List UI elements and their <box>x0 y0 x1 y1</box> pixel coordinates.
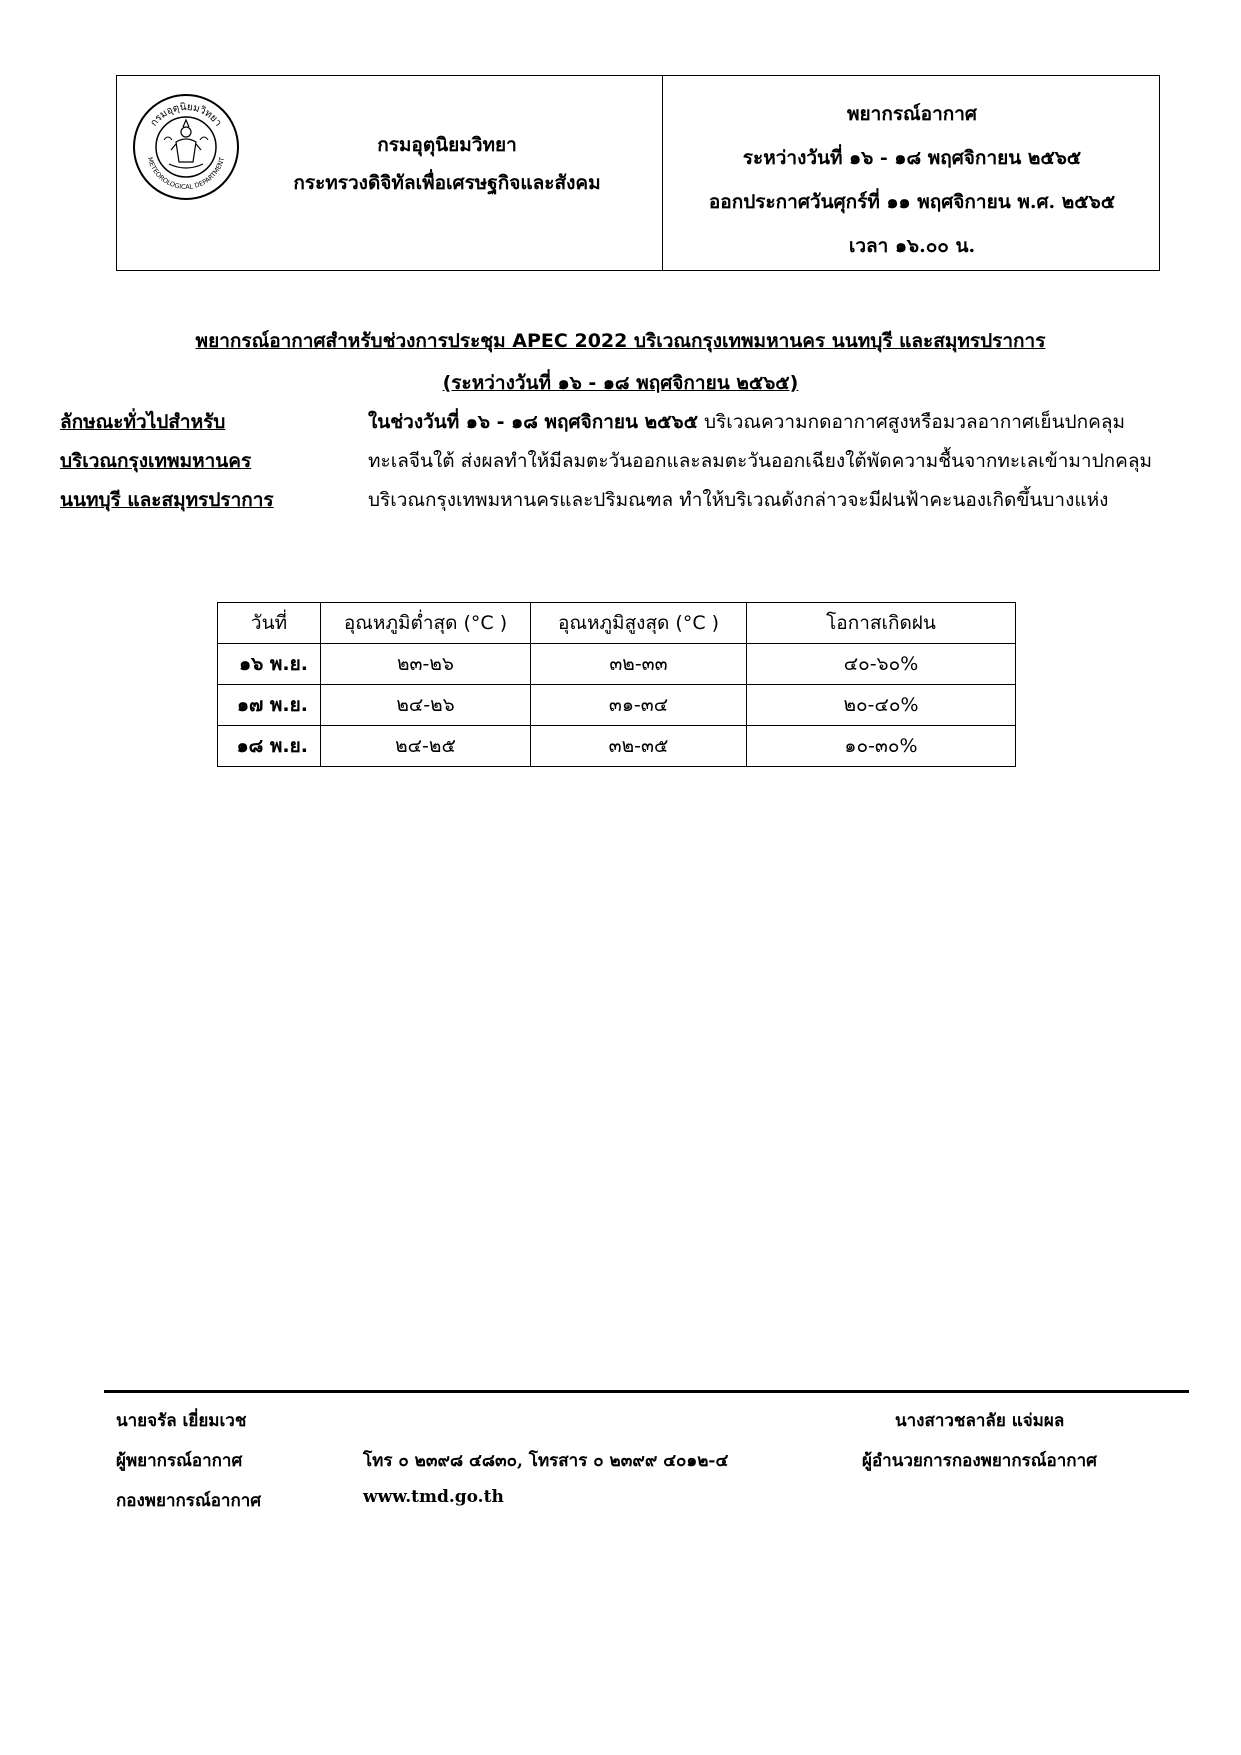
department-block <box>247 126 647 202</box>
seal-text-bottom: METEOROLOGICAL DEPARTMENT <box>145 156 227 192</box>
cell-max-temp: ๓๑-๓๔ <box>531 685 747 726</box>
cell-rain-chance: ๒๐-๔๐% <box>747 685 1016 726</box>
forecast-info-block <box>663 92 1161 268</box>
cell-rain-chance: ๔๐-๖๐% <box>747 644 1016 685</box>
forecaster-name: นายจรัล เยี่ยมเวช <box>116 1411 247 1431</box>
cell-rain-chance: ๑๐-๓๐% <box>747 726 1016 767</box>
cell-date: ๑๘ พ.ย. <box>218 726 321 767</box>
cell-date: ๑๖ พ.ย. <box>218 644 321 685</box>
table-row <box>218 644 1016 685</box>
director-title: ผู้อำนวยการกองพยากรณ์อากาศ <box>862 1451 1097 1471</box>
main-title <box>0 320 1241 404</box>
cell-max-temp: ๓๒-๓๓ <box>531 644 747 685</box>
general-label-line3: นนทบุรี และสมุทรปราการ <box>60 489 274 511</box>
header-min-temp: อุณหภูมิต่ำสุด (°C ) <box>321 603 531 644</box>
department-seal-icon <box>131 92 241 202</box>
main-title-line1: พยากรณ์อากาศสำหรับช่วงการประชุม APEC 2022 บริเวณกรุงเทพมหานคร นนทบุรี และสมุทรปราการ <box>195 330 1046 352</box>
director-name: นางสาวชลาลัย แจ่มผล <box>895 1411 1065 1431</box>
issued-date: ออกประกาศวันศุกร์ที่ ๑๑ พฤศจิกายน พ.ศ. ๒๕๖๕ <box>708 191 1116 213</box>
cell-min-temp: ๒๓-๒๖ <box>321 644 531 685</box>
header-max-temp: อุณหภูมิสูงสุด (°C ) <box>531 603 747 644</box>
table-header-row <box>218 603 1016 644</box>
general-label-line1: ลักษณะทั่วไปสำหรับ <box>60 411 226 433</box>
header-date: วันที่ <box>218 603 321 644</box>
forecaster-title: ผู้พยากรณ์อากาศ <box>116 1451 243 1471</box>
department-name: กรมอุตุนิยมวิทยา <box>377 134 517 156</box>
forecast-period: ระหว่างวันที่ ๑๖ - ๑๘ พฤศจิกายน ๒๕๖๕ <box>742 147 1082 169</box>
svg-text:กรมอุตุนิยมวิทยา <box>149 102 224 129</box>
issued-time: เวลา ๑๖.๐๐ น. <box>848 235 976 257</box>
footer-rule <box>104 1390 1189 1393</box>
ministry-name: กระทรวงดิจิทัลเพื่อเศรษฐกิจและสังคม <box>293 172 601 194</box>
table-row <box>218 685 1016 726</box>
general-description <box>368 403 1158 520</box>
cell-date: ๑๗ พ.ย. <box>218 685 321 726</box>
contact-phone: โทร ๐ ๒๓๙๘ ๔๘๓๐, โทรสาร ๐ ๒๓๙๙ ๔๐๑๒-๔ <box>363 1451 729 1471</box>
table-row <box>218 726 1016 767</box>
division-name: กองพยากรณ์อากาศ <box>116 1491 262 1511</box>
header-rain-chance: โอกาสเกิดฝน <box>747 603 1016 644</box>
general-body: บริเวณความกดอากาศสูงหรือมวลอากาศเย็นปกคลุมทะเลจีนใต้ ส่งผลทำให้มีลมตะวันออกและลมตะวันออกเฉียงใต้พัดความชื้นจากทะเลเข้ามาปกคลุมบริเวณกรุงเทพมหานครและปริมณฑล ทำให้บริเวณดังกล่าวจะมีฝนฟ้าคะนองเกิดขึ้นบางแห่ง <box>368 411 1153 511</box>
seal-text-top: กรมอุตุนิยมวิทยา <box>148 101 224 129</box>
cell-max-temp: ๓๒-๓๕ <box>531 726 747 767</box>
general-lead: ในช่วงวันที่ ๑๖ - ๑๘ พฤศจิกายน ๒๕๖๕ <box>368 411 698 433</box>
website-link[interactable]: www.tmd.go.th <box>363 1487 504 1507</box>
general-label <box>60 403 360 520</box>
main-title-line2: (ระหว่างวันที่ ๑๖ - ๑๘ พฤศจิกายน ๒๕๖๕) <box>442 372 799 394</box>
cell-min-temp: ๒๔-๒๖ <box>321 685 531 726</box>
header-box <box>116 75 1160 271</box>
cell-min-temp: ๒๔-๒๕ <box>321 726 531 767</box>
forecast-table <box>217 602 1016 767</box>
forecast-title: พยากรณ์อากาศ <box>847 103 977 125</box>
general-label-line2: บริเวณกรุงเทพมหานคร <box>60 450 252 472</box>
